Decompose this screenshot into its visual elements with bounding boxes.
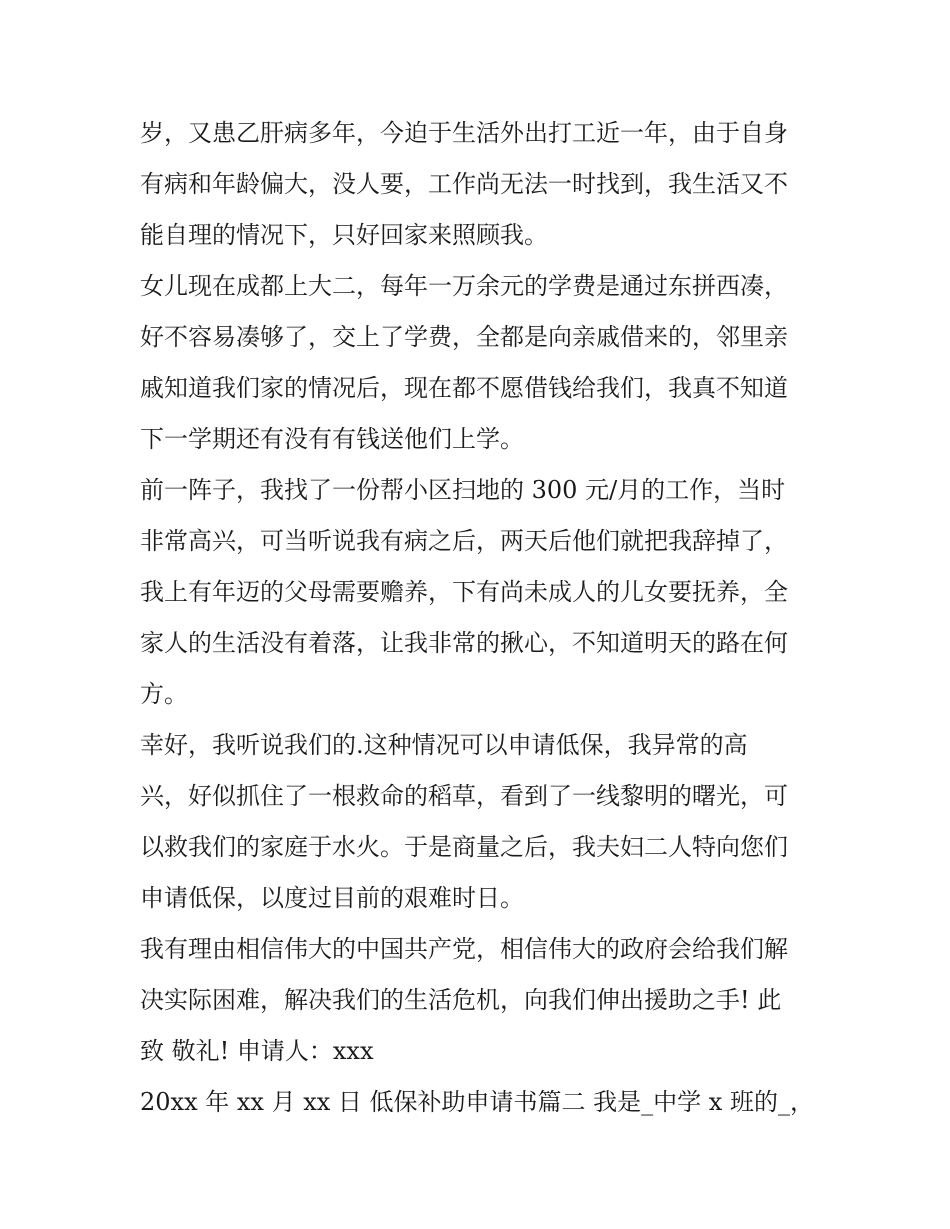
text-line: 致 敬礼! 申请人：xxx	[140, 1037, 374, 1065]
text-line: 好不容易凑够了，交上了学费，全都是向亲戚借来的，邻里亲	[140, 323, 788, 351]
text-line: 决实际困难，解决我们的生活危机，向我们伸出援助之手! 此	[140, 986, 782, 1014]
document-body	[140, 108, 820, 1128]
text-line: 能自理的情况下，只好回家来照顾我。	[140, 221, 548, 249]
text-line: 幸好，我听说我们的.这种情况可以申请低保，我异常的高	[140, 731, 748, 759]
text-line: 方。	[140, 680, 188, 708]
text-line: 申请低保，以度过目前的艰难时日。	[140, 884, 524, 912]
text-line: 以救我们的家庭于水火。于是商量之后，我夫妇二人特向您们	[140, 833, 788, 861]
text-line: 20xx 年 xx 月 xx 日 低保补助申请书篇二 我是_中学 x 班的_，	[140, 1088, 814, 1116]
text-line: 戚知道我们家的情况后，现在都不愿借钱给我们，我真不知道	[140, 374, 788, 402]
text-line: 下一学期还有没有有钱送他们上学。	[140, 425, 524, 453]
text-line: 我上有年迈的父母需要赡养，下有尚未成人的儿女要抚养，全	[140, 578, 788, 606]
text-line: 岁，又患乙肝病多年，今迫于生活外出打工近一年，由于自身	[140, 119, 788, 147]
text-line: 兴，好似抓住了一根救命的稻草，看到了一线黎明的曙光，可	[140, 782, 788, 810]
text-line: 有病和年龄偏大，没人要，工作尚无法一时找到，我生活又不	[140, 170, 788, 198]
text-line: 家人的生活没有着落，让我非常的揪心，不知道明天的路在何	[140, 629, 788, 657]
text-line: 我有理由相信伟大的中国共产党，相信伟大的政府会给我们解	[140, 935, 788, 963]
text-line: 女儿现在成都上大二，每年一万余元的学费是通过东拼西凑，	[140, 272, 788, 300]
text-line: 非常高兴，可当听说我有病之后，两天后他们就把我辞掉了，	[140, 527, 788, 555]
text-line: 前一阵子，我找了一份帮小区扫地的 300 元/月的工作，当时	[140, 476, 786, 504]
